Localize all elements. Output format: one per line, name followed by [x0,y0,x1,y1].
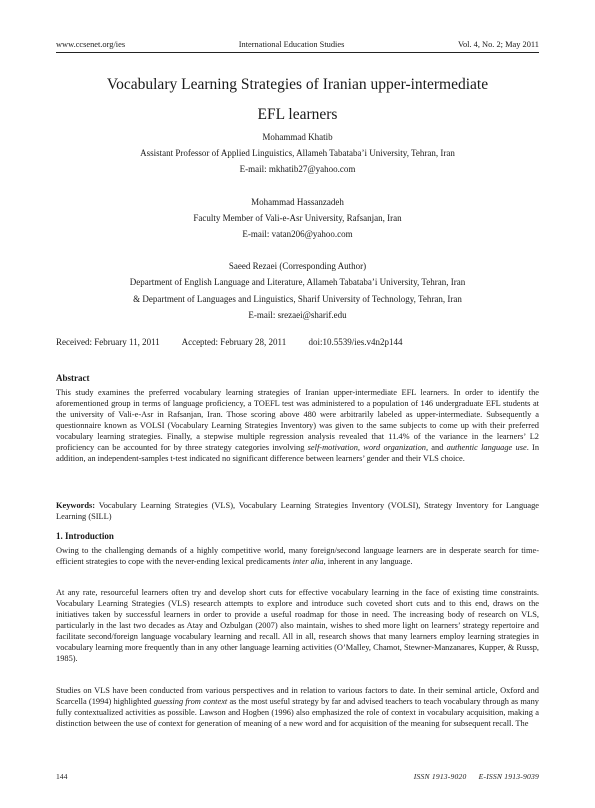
paragraph-emphasis: guessing from context [153,697,228,706]
author-name: Mohammad Hassanzadeh [251,196,344,207]
author-email[interactable]: E-mail: mkhatib27@yahoo.com [239,164,356,175]
abstract-emphasis: authentic language use [446,443,527,452]
paragraph-text-part: , inherent in any language. [323,557,413,566]
abstract-text-part: and [428,443,447,452]
author-block [56,258,539,323]
author-affiliation-secondary: & Department of Languages and Linguistics, Sharif University of Technology, Tehran, Iran [133,293,462,304]
page-footer [56,772,539,782]
keywords-list: Vocabulary Learning Strategies (VLS), Vocabulary Learning Strategies Inventory (VOLSI), Strategy Inventory for Language Learning (SILL) [56,501,539,521]
author-affiliation: Faculty Member of Vali-e-Asr University, Rafsanjan, Iran [193,212,402,223]
volume-info: Vol. 4, No. 2; May 2011 [458,40,539,49]
publication-dates [56,336,539,348]
page-number: 144 [56,772,68,781]
abstract-heading: Abstract [56,373,90,383]
journal-url[interactable]: www.ccsenet.org/ies [56,40,126,49]
author-name: Saeed Rezaei (Corresponding Author) [228,261,367,272]
body-paragraph: At any rate, resourceful learners often try and develop short cuts for effective vocabulary learning in the face of existing time constraints. Vocabulary Learning Strategies (VLS) research attempts to explore and introduce such coveted short cuts and to this end, draws on the initiatives taken by successful learners in order to provide a useful roadmap for those in need. The increasing body of research on VLS, particularly in the last two decades as Atay and Ozbulgan (2007) also maintain, wishes to shed more light on learners’ strategy repertoire and facilitate second/foreign language vocabulary learning and recall. All in all, research shows that many learners employ learning strategies in vocabulary learning more frequently than in any other language learning activities (O’Malley, Chamot, Stewner-Manzanares, Kupper, & Russp, 1985). [56,588,539,663]
header-divider [56,52,539,53]
issn-info [414,772,539,782]
author-block [56,194,539,243]
author-affiliation: Assistant Professor of Applied Linguistics, Allameh Tabataba’i University, Tehran, Iran [140,148,455,159]
paragraph-text-part: Owing to the challenging demands of a highly competitive world, many foreign/second language learners are in desperate search for time-efficient strategies to cope with the never-ending lexical predicaments [56,546,539,566]
body-paragraph [56,685,539,729]
accepted-date: Accepted: February 28, 2011 [181,337,287,347]
author-email[interactable]: E-mail: srezaei@sharif.edu [248,309,347,320]
author-list [56,129,539,323]
received-date: Received: February 11, 2011 [56,337,160,347]
author-affiliation: Department of English Language and Literature, Allameh Tabataba’i University, Tehran, Iran [129,277,466,288]
abstract-text [56,387,539,464]
keywords-label: Keywords: [56,501,96,510]
journal-name: International Education Studies [238,40,345,49]
abstract-text-part: This study examines the preferred vocabulary learning strategies of Iranian upper-intermediate EFL learners. In order to identify the aforementioned group in terms of language proficiency, a TOEFL test was administered to a population of 146 undergraduate EFL students at the university of Vali-e-Asr in Rafsanjan, Iran. Those scoring above 480 were arbitrarily labeled as upper-intermediate. Subsequently a questionnaire known as VOLSI (Vocabulary Learning Strategies Inventory) was given to the same subjects to come up with their preferred vocabulary learning strategies. Finally, a stepwise multiple regression analysis revealed that 11.4% of the variance in the learners’ L2 proficiency can be accounted for by three strategy categories involving [56,388,539,452]
abstract-emphasis: self-motivation, word organization, [307,443,429,452]
keywords [56,500,539,522]
title-line-1: Vocabulary Learning Strategies of Iranian upper-intermediate [106,76,489,93]
doi-link[interactable]: doi:10.5539/ies.v4n2p144 [308,337,403,347]
title-line-2: EFL learners [257,106,338,123]
paragraph-text-part: as the most useful strategy by far and advised teachers to teach vocabulary through as many fully contextualized activities as possible. Lawson and Hogben (1996) also emphasized the role of context in vocabulary acquisition, making a distinction between the use of context for generation of meaning of a new word and for acquisition of the meaning for subsequent recall. The [56,697,539,728]
section-heading-introduction: 1. Introduction [56,531,114,541]
article-title [56,70,539,130]
abstract-text-part: . In addition, an independent-samples t-test indicated no significant difference between learners’ gender and their VLS choice. [56,443,540,463]
issn: ISSN 1913-9020 [413,772,467,781]
author-email[interactable]: E-mail: vatan206@yahoo.com [242,229,353,240]
body-paragraph [56,545,539,567]
paragraph-emphasis: inter alia [292,557,324,566]
author-block [56,129,539,178]
eissn: E-ISSN 1913-9039 [478,772,539,781]
author-name: Mohammad Khatib [262,132,333,142]
running-header [56,39,539,50]
paragraph-text-part: Studies on VLS have been conducted from various perspectives and in relation to various factors to date. In their seminal article, Oxford and Scarcella (1994) highlighted [56,686,539,706]
